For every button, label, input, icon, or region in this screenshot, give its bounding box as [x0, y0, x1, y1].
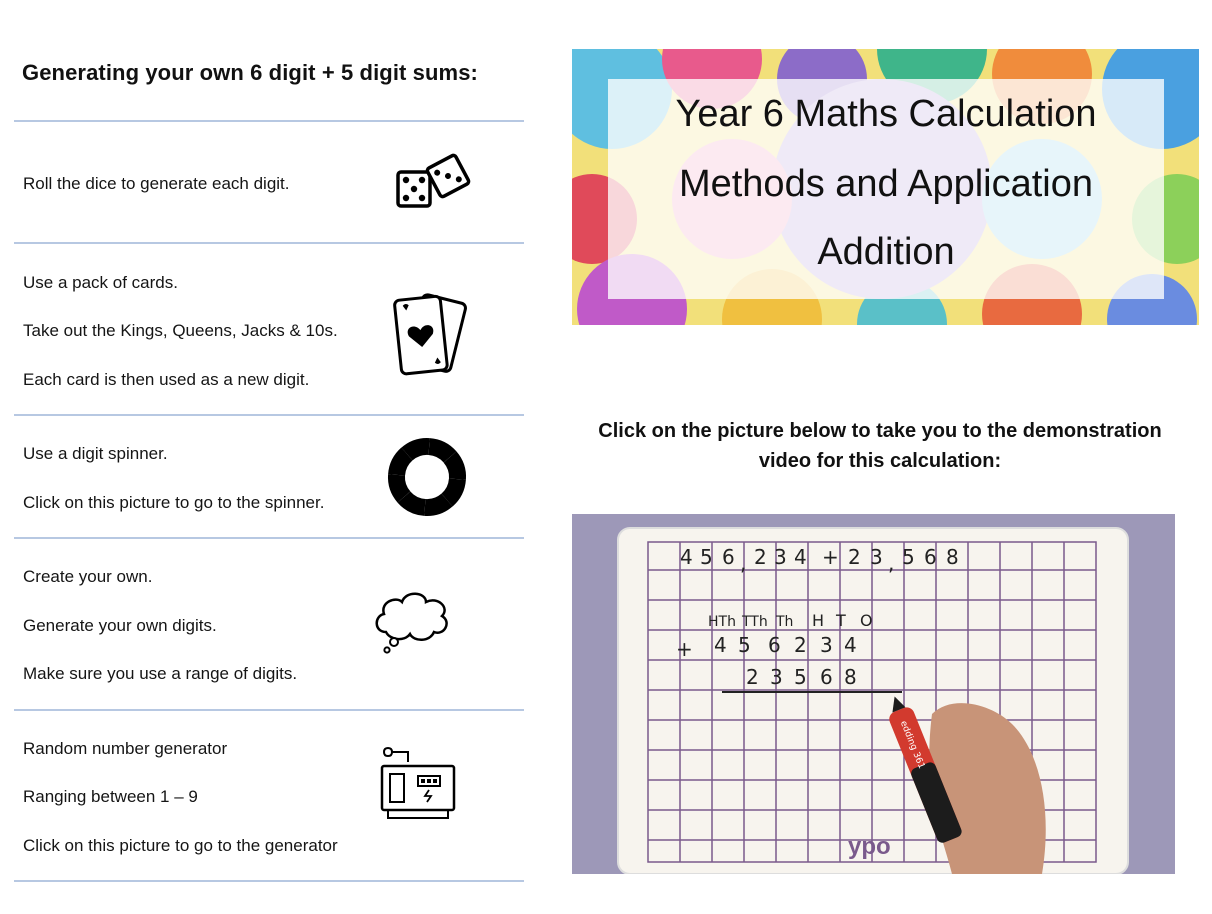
banner-title-line-2: Methods and Application — [678, 163, 1094, 205]
board-top-char: 4 — [680, 545, 693, 569]
board-top-char: 5 — [700, 545, 713, 569]
board-top-char: 6 — [924, 545, 937, 569]
marker-label: edding 361 — [897, 719, 927, 771]
board-digit: 6 — [820, 665, 833, 689]
board-digit: 3 — [770, 665, 783, 689]
left-title: Generating your own 6 digit + 5 digit sums: — [22, 60, 478, 85]
divider — [14, 120, 524, 122]
board-top-char: 6 — [722, 545, 735, 569]
board-top-char: 3 — [774, 545, 787, 569]
own-line-1: Create your own. — [23, 567, 153, 586]
cards-line-2: Take out the Kings, Queens, Jacks & 10s. — [23, 321, 338, 340]
own-line-2: Generate your own digits. — [23, 616, 217, 635]
spinner-icon[interactable] — [386, 436, 468, 518]
divider — [14, 242, 524, 244]
board-digit: 2 — [794, 633, 807, 657]
spinner-line-2[interactable]: Click on this picture to go to the spinner. — [23, 493, 325, 512]
board-top-char: 2 — [754, 545, 767, 569]
divider — [14, 414, 524, 416]
board-digit: 6 — [768, 633, 781, 657]
thought-bubble-icon — [372, 586, 452, 658]
banner-title-line-1: Year 6 Maths Calculation — [675, 93, 1097, 135]
generator-line-3[interactable]: Click on this picture to go to the generator — [23, 836, 338, 855]
divider — [14, 537, 524, 539]
board-digit: 5 — [738, 633, 751, 657]
dice-text: Roll the dice to generate each digit. — [23, 174, 290, 193]
board-top-char: 4 — [794, 545, 807, 569]
board-top-char: , — [888, 551, 895, 575]
board-digit: 3 — [820, 633, 833, 657]
board-header: T — [836, 611, 846, 630]
board-plus: + — [676, 637, 693, 661]
video-instruction: Click on the picture below to take you to the demonstration video for this calculation: — [598, 420, 1162, 472]
dice-icon[interactable] — [392, 146, 472, 214]
cards-line-3: Each card is then used as a new digit. — [23, 370, 310, 389]
video-thumbnail[interactable] — [572, 514, 1175, 874]
generator-line-1: Random number generator — [23, 739, 228, 758]
divider — [14, 880, 524, 882]
board-brand: ypo — [848, 833, 891, 860]
board-header: H — [812, 611, 825, 630]
generator-icon[interactable] — [378, 744, 458, 824]
banner-title-panel — [608, 79, 1164, 299]
generator-line-2: Ranging between 1 – 9 — [23, 787, 198, 806]
board-top-char: + — [822, 545, 839, 569]
divider — [14, 709, 524, 711]
board-top-char: 5 — [902, 545, 915, 569]
board-top-char: , — [740, 551, 747, 575]
cards-line-1: Use a pack of cards. — [23, 273, 178, 292]
board-top-char: 8 — [946, 545, 959, 569]
playing-cards-icon[interactable] — [386, 290, 472, 382]
title-banner — [572, 49, 1199, 325]
board-digit: 5 — [794, 665, 807, 689]
board-header: TTh — [742, 614, 768, 630]
board-digit: 4 — [714, 633, 727, 657]
own-line-3: Make sure you use a range of digits. — [23, 664, 298, 683]
spinner-line-1: Use a digit spinner. — [23, 444, 168, 463]
board-header: HTh — [708, 614, 736, 630]
banner-title-line-3: Addition — [817, 231, 955, 273]
board-digit: 8 — [844, 665, 857, 689]
board-header: O — [860, 611, 873, 630]
board-header: Th — [776, 614, 794, 630]
board-digit: 4 — [844, 633, 857, 657]
board-top-char: 3 — [870, 545, 883, 569]
board-top-char: 2 — [848, 545, 861, 569]
board-digit: 2 — [746, 665, 759, 689]
video-frame[interactable] — [572, 514, 1175, 874]
